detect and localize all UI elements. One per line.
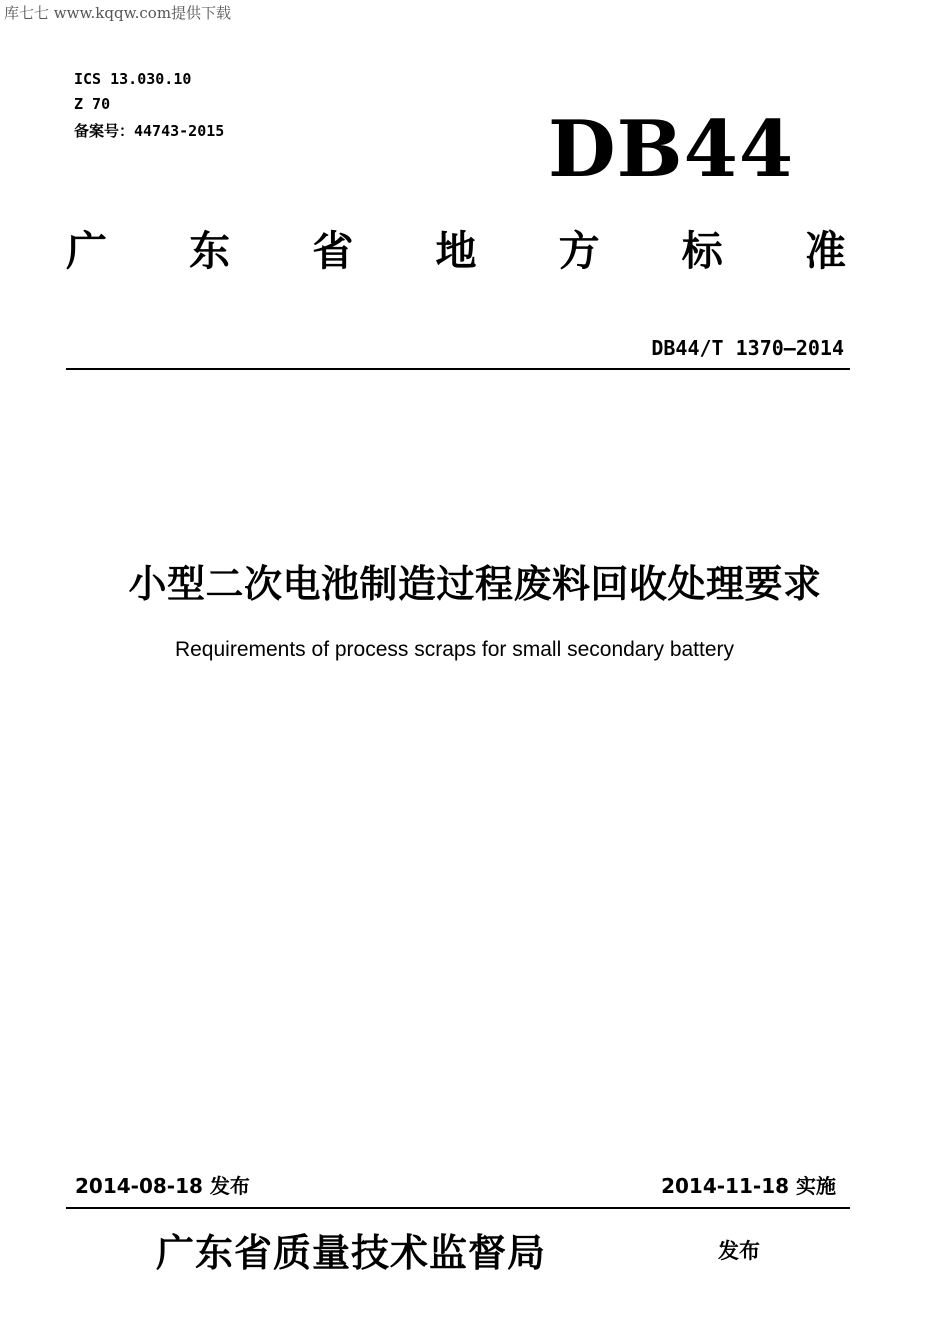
standard-type-char: 省 <box>312 227 354 275</box>
implementation-date: 2014-11-18 实施 <box>661 1174 836 1198</box>
watermark-text: 库七七 www.kqqw.com提供下载 <box>4 4 232 22</box>
record-number: 备案号：44743-2015 <box>74 122 225 140</box>
standard-type-char: 方 <box>558 227 600 275</box>
standard-type-heading <box>66 218 846 277</box>
standard-type-char: 地 <box>435 227 477 275</box>
bottom-divider <box>66 1207 850 1209</box>
issue-label: 发布 <box>718 1239 760 1263</box>
top-divider <box>66 368 850 370</box>
english-title: Requirements of process scraps for small secondary battery <box>174 638 735 661</box>
standard-type-char: 标 <box>681 227 723 275</box>
issuing-authority: 广东省质量技术监督局 <box>156 1230 547 1275</box>
standard-type-char: 广 <box>66 227 107 275</box>
standard-code-logo: DB44 <box>548 104 795 195</box>
standard-type-char: 准 <box>804 227 846 275</box>
ics-code: ICS 13.030.10 <box>74 70 192 88</box>
standard-type-char: 东 <box>189 227 231 275</box>
ccs-code: Z 70 <box>74 95 111 113</box>
chinese-title: 小型二次电池制造过程废料回收处理要求 <box>128 562 822 606</box>
standard-number: DB44/T 1370—2014 <box>651 336 844 360</box>
release-date: 2014-08-18 发布 <box>75 1174 250 1198</box>
